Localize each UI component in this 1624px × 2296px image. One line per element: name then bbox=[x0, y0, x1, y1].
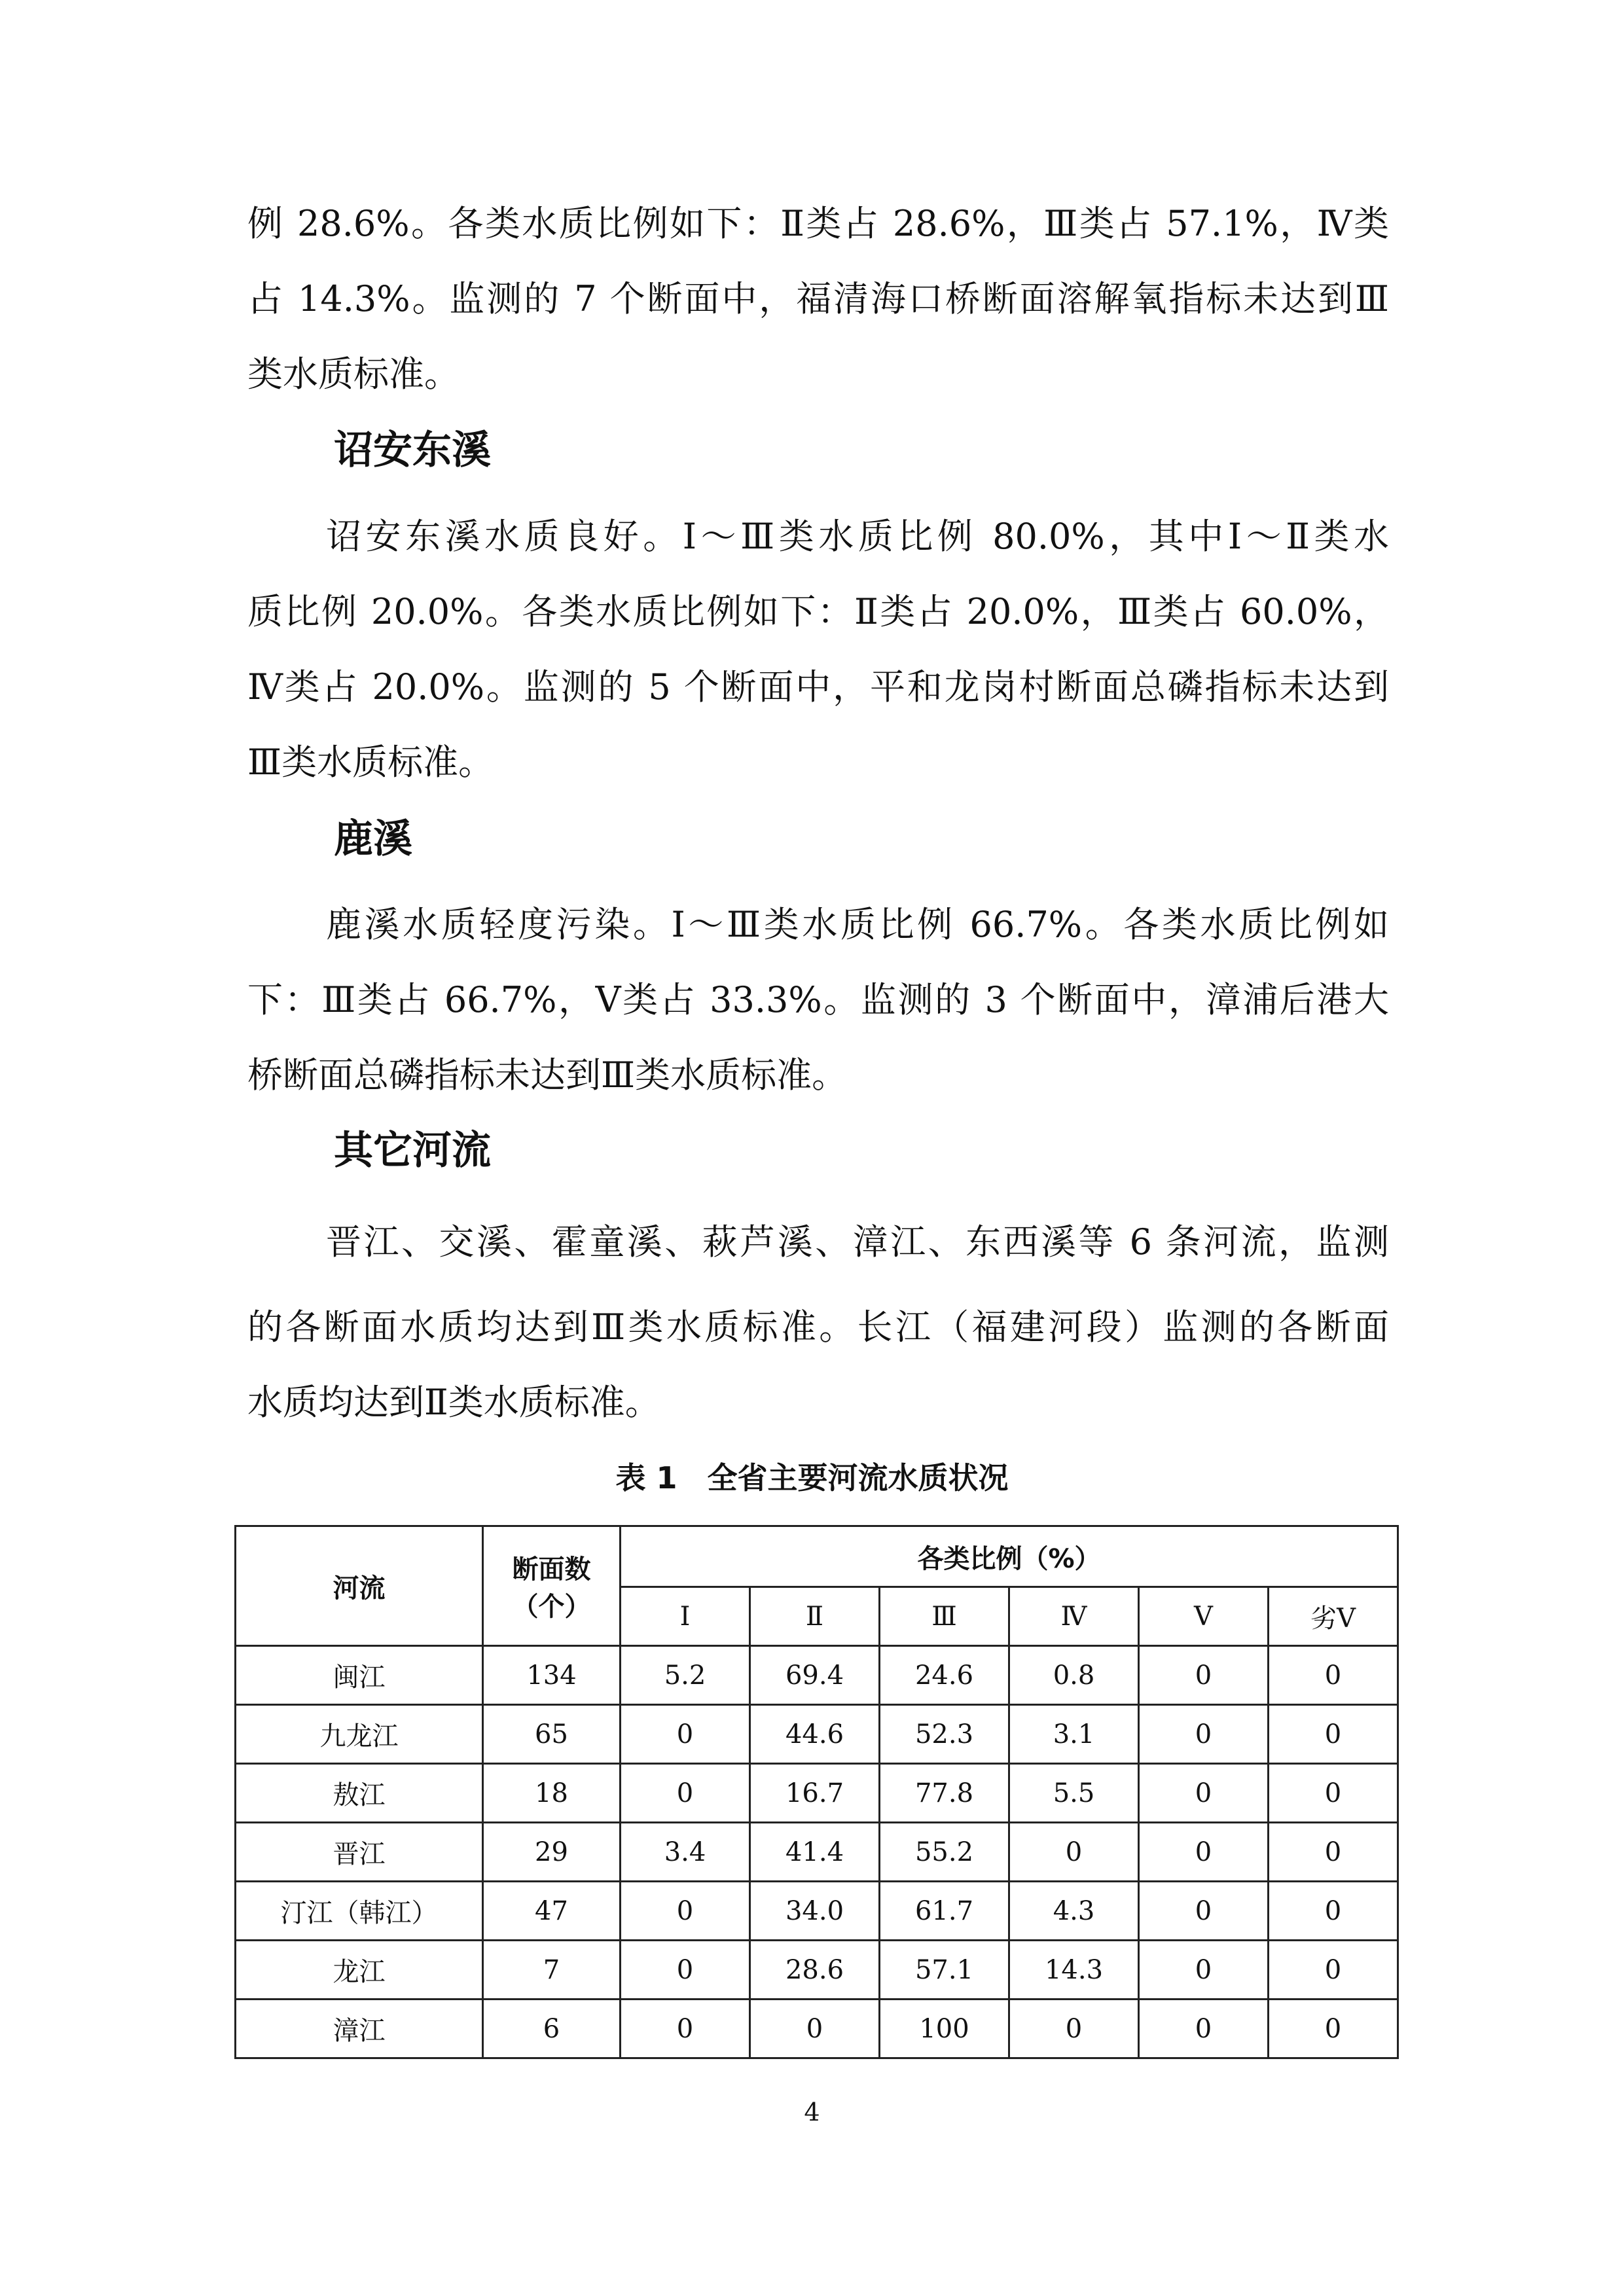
section-count-cell: 47 bbox=[483, 1882, 621, 1941]
class-ratio-cell: 16.7 bbox=[750, 1764, 880, 1823]
class-ratio-cell: 0 bbox=[621, 1882, 750, 1941]
river-name-cell: 龙江 bbox=[236, 1941, 483, 2000]
section-heading-luxi: 鹿溪 bbox=[334, 816, 412, 862]
class-ratio-cell: 0 bbox=[1139, 1764, 1269, 1823]
class-ratio-cell: 69.4 bbox=[750, 1646, 880, 1705]
class-ratio-cell: 0 bbox=[621, 1705, 750, 1764]
paragraph-line: Ⅲ类水质标准。 bbox=[247, 742, 494, 783]
class-ratio-cell: 0 bbox=[621, 1941, 750, 2000]
page-number: 4 bbox=[804, 2098, 820, 2126]
section-count-cell: 6 bbox=[483, 2000, 621, 2058]
river-name-cell: 闽江 bbox=[236, 1646, 483, 1705]
class-ratio-cell: 55.2 bbox=[880, 1823, 1009, 1882]
class-ratio-cell: 0 bbox=[1139, 1705, 1269, 1764]
paragraph-line: 晋江、交溪、霍童溪、萩芦溪、漳江、东西溪等 6 条河流，监测 bbox=[326, 1221, 1389, 1263]
section-count-cell: 134 bbox=[483, 1646, 621, 1705]
river-name-cell: 漳江 bbox=[236, 2000, 483, 2058]
class-ratio-cell: 14.3 bbox=[1009, 1941, 1139, 2000]
class-ratio-cell: 0 bbox=[1139, 2000, 1269, 2058]
table-row bbox=[236, 1764, 1398, 1823]
class-ratio-cell: 0 bbox=[1139, 1646, 1269, 1705]
class-ratio-cell: 0 bbox=[1269, 1705, 1398, 1764]
class-ratio-cell: 0.8 bbox=[1009, 1646, 1139, 1705]
section-heading-zhaoan-dongxi: 诏安东溪 bbox=[334, 427, 491, 473]
paragraph-line: Ⅳ类占 20.0%。监测的 5 个断面中，平和龙岗村断面总磷指标未达到 bbox=[247, 666, 1389, 708]
class-ratio-cell: 0 bbox=[1269, 1764, 1398, 1823]
header-section-count-line1: 断面数 bbox=[512, 1554, 591, 1585]
river-name-cell: 汀江（韩江） bbox=[236, 1882, 483, 1941]
header-class-1: Ⅰ bbox=[621, 1587, 750, 1646]
river-name-cell: 九龙江 bbox=[236, 1705, 483, 1764]
class-ratio-cell: 0 bbox=[1139, 1882, 1269, 1941]
header-class-ratio-group: 各类比例（%） bbox=[621, 1526, 1398, 1587]
class-ratio-cell: 28.6 bbox=[750, 1941, 880, 2000]
class-ratio-cell: 57.1 bbox=[880, 1941, 1009, 2000]
section-heading-other-rivers: 其它河流 bbox=[334, 1128, 491, 1174]
class-ratio-cell: 52.3 bbox=[880, 1705, 1009, 1764]
paragraph-line: 质比例 20.0%。各类水质比例如下：Ⅱ类占 20.0%，Ⅲ类占 60.0%， bbox=[247, 591, 1389, 632]
section-count-cell: 29 bbox=[483, 1823, 621, 1882]
paragraph-line: 的各断面水质均达到Ⅲ类水质标准。长江（福建河段）监测的各断面 bbox=[247, 1306, 1389, 1348]
class-ratio-cell: 0 bbox=[1269, 1882, 1398, 1941]
table-row bbox=[236, 1882, 1398, 1941]
class-ratio-cell: 77.8 bbox=[880, 1764, 1009, 1823]
river-name-cell: 敖江 bbox=[236, 1764, 483, 1823]
section-count-cell: 65 bbox=[483, 1705, 621, 1764]
class-ratio-cell: 0 bbox=[1009, 2000, 1139, 2058]
class-ratio-cell: 0 bbox=[621, 1764, 750, 1823]
paragraph-line: 诏安东溪水质良好。Ⅰ～Ⅲ类水质比例 80.0%，其中Ⅰ～Ⅱ类水 bbox=[326, 516, 1389, 557]
class-ratio-cell: 0 bbox=[1139, 1941, 1269, 2000]
table-row bbox=[236, 2000, 1398, 2058]
header-class-2: Ⅱ bbox=[750, 1587, 880, 1646]
river-name-cell: 晋江 bbox=[236, 1823, 483, 1882]
intro-line-2: 占 14.3%。监测的 7 个断面中，福清海口桥断面溶解氧指标未达到Ⅲ bbox=[247, 278, 1389, 319]
paragraph-line: 鹿溪水质轻度污染。Ⅰ～Ⅲ类水质比例 66.7%。各类水质比例如 bbox=[326, 904, 1389, 945]
table-caption: 表 1 全省主要河流水质状况 bbox=[615, 1460, 1009, 1496]
class-ratio-cell: 0 bbox=[621, 2000, 750, 2058]
class-ratio-cell: 41.4 bbox=[750, 1823, 880, 1882]
header-section-count bbox=[483, 1526, 621, 1646]
class-ratio-cell: 0 bbox=[1269, 1646, 1398, 1705]
header-class-4: Ⅳ bbox=[1009, 1587, 1139, 1646]
table-body bbox=[236, 1646, 1398, 2058]
section-count-cell: 18 bbox=[483, 1764, 621, 1823]
class-ratio-cell: 4.3 bbox=[1009, 1882, 1139, 1941]
class-ratio-cell: 0 bbox=[1269, 1941, 1398, 2000]
intro-line-3: 类水质标准。 bbox=[247, 353, 460, 395]
class-ratio-cell: 5.5 bbox=[1009, 1764, 1139, 1823]
paragraph-line: 下：Ⅲ类占 66.7%，Ⅴ类占 33.3%。监测的 3 个断面中，漳浦后港大 bbox=[247, 979, 1389, 1020]
paragraph-line: 桥断面总磷指标未达到Ⅲ类水质标准。 bbox=[247, 1054, 848, 1096]
class-ratio-cell: 44.6 bbox=[750, 1705, 880, 1764]
intro-line-1: 例 28.6%。各类水质比例如下：Ⅱ类占 28.6%，Ⅲ类占 57.1%，Ⅳ类 bbox=[247, 203, 1389, 244]
class-ratio-cell: 0 bbox=[1269, 2000, 1398, 2058]
paragraph-line: 水质均达到Ⅱ类水质标准。 bbox=[247, 1382, 660, 1423]
class-ratio-cell: 0 bbox=[1009, 1823, 1139, 1882]
header-class-below-5: 劣Ⅴ bbox=[1269, 1587, 1398, 1646]
class-ratio-cell: 0 bbox=[750, 2000, 880, 2058]
header-section-count-line2: （个） bbox=[512, 1592, 591, 1622]
table-row bbox=[236, 1705, 1398, 1764]
class-ratio-cell: 0 bbox=[1139, 1823, 1269, 1882]
class-ratio-cell: 34.0 bbox=[750, 1882, 880, 1941]
table-row bbox=[236, 1823, 1398, 1882]
section-count-cell: 7 bbox=[483, 1941, 621, 2000]
class-ratio-cell: 5.2 bbox=[621, 1646, 750, 1705]
class-ratio-cell: 100 bbox=[880, 2000, 1009, 2058]
class-ratio-cell: 3.4 bbox=[621, 1823, 750, 1882]
river-water-quality-table bbox=[234, 1525, 1399, 2059]
class-ratio-cell: 3.1 bbox=[1009, 1705, 1139, 1764]
class-ratio-cell: 61.7 bbox=[880, 1882, 1009, 1941]
class-ratio-cell: 0 bbox=[1269, 1823, 1398, 1882]
header-class-5: Ⅴ bbox=[1139, 1587, 1269, 1646]
header-class-3: Ⅲ bbox=[880, 1587, 1009, 1646]
table-row bbox=[236, 1646, 1398, 1705]
table-row bbox=[236, 1941, 1398, 2000]
class-ratio-cell: 24.6 bbox=[880, 1646, 1009, 1705]
header-river: 河流 bbox=[236, 1526, 483, 1646]
